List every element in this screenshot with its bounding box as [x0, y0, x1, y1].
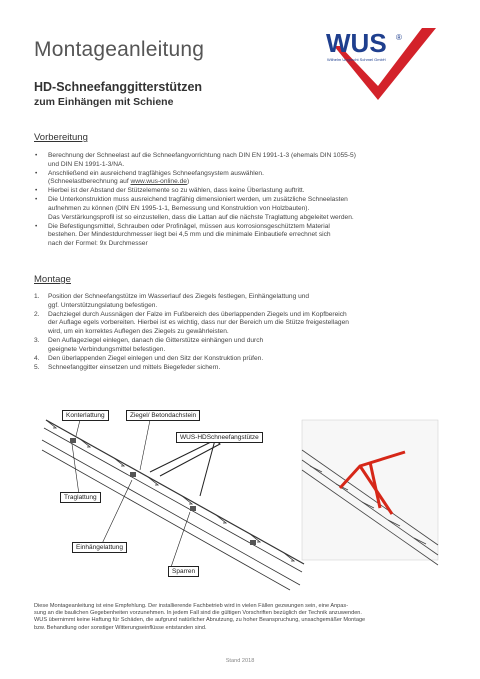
label-traglattung: Traglattung	[60, 492, 101, 503]
label-einhaengelattung: Einhängelattung	[72, 542, 127, 553]
product-subheading: zum Einhängen mit Schiene	[34, 96, 174, 108]
traglatte	[70, 438, 76, 443]
logo-tagline: Wilhelm Ungrecht Schmel GmbH	[327, 57, 386, 62]
schneefangstuetze	[150, 440, 220, 476]
list-item: • Hierbei ist der Abstand der Stützelemente so zu wählen, dass keine Überlastung auftritt.	[34, 187, 452, 196]
list-item: • Die Unterkonstruktion muss ausreichend tragfähig dimensioniert werden, um zusätzliche Schneelasten aufnehmen zu können (DIN EN 1995-1-1, Bemessung und Konstruktion von Holzbauten). Das Verstärkungsprofil ist so einzustellen, dass die Lattan auf die nächste Traglattung abgeleitet werden.	[34, 196, 452, 222]
traglatte	[190, 506, 196, 511]
logo-text: WUS	[326, 28, 387, 58]
document-title: Montageanleitung	[34, 38, 205, 61]
detail-drawing	[302, 420, 438, 565]
website-link[interactable]: www.wus-online.de	[130, 178, 187, 186]
label-stuetze: WUS-HDSchneefangstütze	[176, 432, 263, 443]
step-item: 1. Position der Schneefangstütze im Wasserlauf des Ziegels festlegen, Einhängelattung und ggf. Unterstützungslatung befestigen.	[34, 293, 310, 309]
label-konterlattung: Konterlattung	[62, 410, 109, 421]
step-item: 3. Den Auflageziegel einlegen, danach die Gitterstütze einhängen und durch geeignete Verbindungsmittel befestigen.	[34, 336, 264, 353]
label-sparren: Sparren	[168, 566, 199, 577]
disclaimer: Diese Montageanleitung ist eine Empfehlung. Der installierende Fachbetrieb wird in vielen Fällen gezwungen sein, eine Anpas- sung an die baulichen Gegebenheiten vorzunehmen. In jedem Fall sind die gültigen Vorschriften bezüglich der Technik anzuwenden. WUS übernimmt keine Haftung für Schäden, die aufgrund natürlicher Abnutzung, zu hoher Beanspruchung, unsachgemäßer Montage bzw. Behandlung oder sonstiger Witterungseinflüsse entstanden sind.	[34, 603, 366, 631]
stuetze-strut	[200, 440, 215, 496]
montage-steps	[34, 293, 452, 373]
step-item: 4. Den überlappenden Ziegel einlegen und den Sitz der Konstruktion prüfen.	[34, 354, 264, 362]
vorbereitung-list	[34, 152, 452, 249]
logo-registered: ®	[396, 33, 402, 42]
section-title-vorbereitung: Vorbereitung	[34, 132, 88, 143]
traglatte	[250, 540, 256, 545]
list-item: • Berechnung der Schneelast auf die Schneefangvorrichtung nach DIN EN 1991-1-3 (ehemals DIN 1055-5) und DIN EN 1991-1-3/NA.	[34, 152, 452, 169]
label-ziegel: Ziegel/ Betondachstein	[126, 410, 200, 421]
list-item: • Anschließend ein ausreichend tragfähiges Schneefangsystem auswählen. (Schneelastberechnung auf www.wus-online.de)	[34, 170, 452, 187]
step-item: 5. Schneefanggitter einsetzen und mittels Biegefeder sichern.	[34, 363, 221, 371]
step-item: 2. Dachziegel durch Aussnägen der Falze im Fußbereich des überlappenden Ziegels und im Kopfbereich der Auflage egels vorbereiten. Hierbei ist es wichtig, dass nur der Bereich um die Stütze freigestellagen wird, um ein korrektes Auflegen des Ziegels zu gewährleisten.	[34, 310, 349, 335]
traglatte	[130, 472, 136, 477]
wus-logo	[318, 28, 436, 108]
section-title-montage: Montage	[34, 274, 71, 285]
installation-figure	[40, 410, 440, 600]
revision-date: Stand 2018	[225, 658, 255, 664]
calc-line: (Schneelastberechnung auf www.wus-online.de)	[48, 178, 190, 186]
list-item: • Die Befestigungsmittel, Schrauben oder Profinägel, müssen aus korrosionsgeschütztem Material bestehen. Der Mindestdurchmesser liegt bei 4,5 mm und die minimale Einbautiefe errechnet sich nach der Formel: 9x Durchmesser	[34, 223, 452, 249]
sparren-line-lower	[42, 450, 290, 590]
product-heading: HD-Schneefanggitterstützen	[34, 80, 203, 94]
